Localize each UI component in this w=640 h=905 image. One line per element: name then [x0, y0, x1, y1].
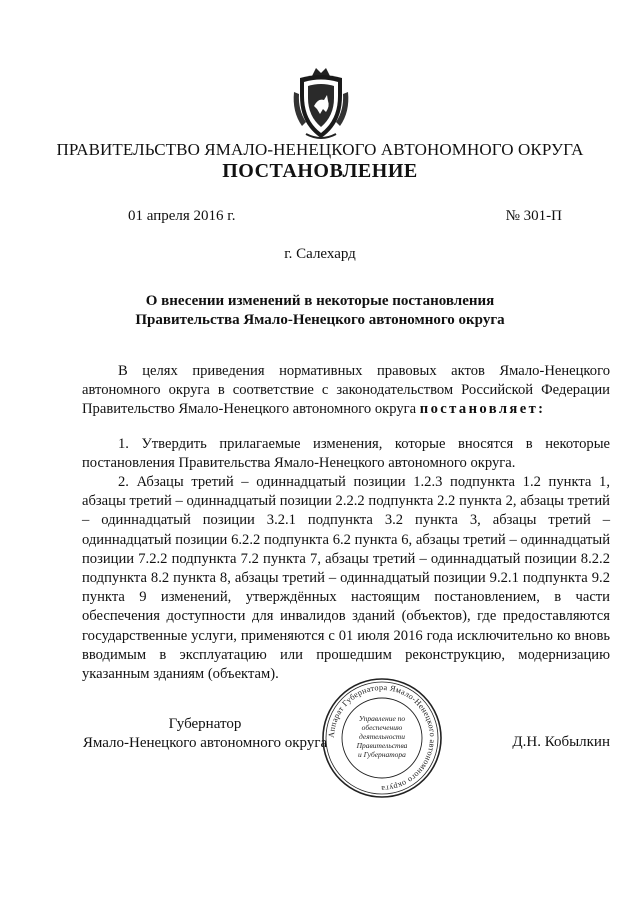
document-type: ПОСТАНОВЛЕНИЕ	[222, 160, 418, 182]
seal-center-line-2: обеспечению	[361, 723, 403, 732]
seal-center-line-4: Правительства	[356, 741, 408, 750]
document-date: 01 апреля 2016 г.	[128, 208, 236, 224]
seal-ring-text: Аппарат Губернатора Ямало-Ненецкого автономного округа	[326, 682, 438, 794]
item-1-paragraph: 1. Утвердить прилагаемые изменения, которые вносятся в некоторые постановления Правительства Ямало-Ненецкого автономного округа.	[82, 435, 610, 471]
seal-center-text	[350, 714, 414, 759]
organization-name: ПРАВИТЕЛЬСТВО ЯМАЛО-НЕНЕЦКОГО АВТОНОМНОГО ОКРУГА	[56, 140, 584, 159]
preamble-paragraph	[82, 362, 610, 420]
document-number: № 301-П	[505, 208, 562, 224]
signatory-title	[82, 715, 328, 753]
seal-center-line-3: деятельности	[359, 732, 405, 741]
document-subject	[0, 292, 640, 330]
document-body	[82, 362, 610, 684]
preamble-text: В целях приведения нормативных правовых актов Ямало-Ненецкого автономного округа в соответствие с законодательством Российской Федерации Правительство Ямало-Ненецкого автономного округа	[82, 363, 610, 418]
signatory-title-line-2: Ямало-Ненецкого автономного округа	[82, 735, 328, 751]
subject-line-1: О внесении изменений в некоторые постановления	[145, 293, 495, 309]
item-2-paragraph: 2. Абзацы третий – одиннадцатый позиции 1.2.3 подпункта 1.2 пункта 1, абзацы третий – одиннадцатый позиции 2.2.2 подпункта 2.2 пункта 2, абзацы третий – одиннадцатый позиции 3.2.1 подпункта 3.2 пункта 3, абзацы третий – одиннадцатый позиции 6.2.2 подпункта 6.2 пункта 6, абзацы третий – одиннадцатый позиции 7.2.2 подпункта 7.2 пункта 7, абзацы третий – одиннадцатый позиции 8.2.2 подпункта 8.2 пункта 8, абзацы третий – одиннадцатый позиции 9.2.1 подпункта 9.2 пункта 9 изменений, утверждённых настоящим постановлением, в части обеспечения доступности для инвалидов зданий (объектов), где предоставляются государственные услуги, применяются с 01 июля 2016 года исключительно ко вновь вводимым в эксплуатацию или прошедшим реконструкцию, модернизацию указанным зданиям (объектам).	[82, 474, 610, 683]
signatory-name: Д.Н. Кобылкин	[512, 734, 610, 750]
coat-of-arms-emblem	[290, 62, 352, 144]
subject-line-2: Правительства Ямало-Ненецкого автономного округа	[135, 312, 505, 328]
decree-word: постановляет:	[419, 401, 546, 418]
seal-center-line-1: Управление по	[358, 714, 406, 723]
document-city: г. Салехард	[284, 246, 356, 262]
signatory-title-line-1: Губернатор	[168, 716, 242, 732]
seal-center-line-5: и Губернатора	[358, 750, 406, 759]
